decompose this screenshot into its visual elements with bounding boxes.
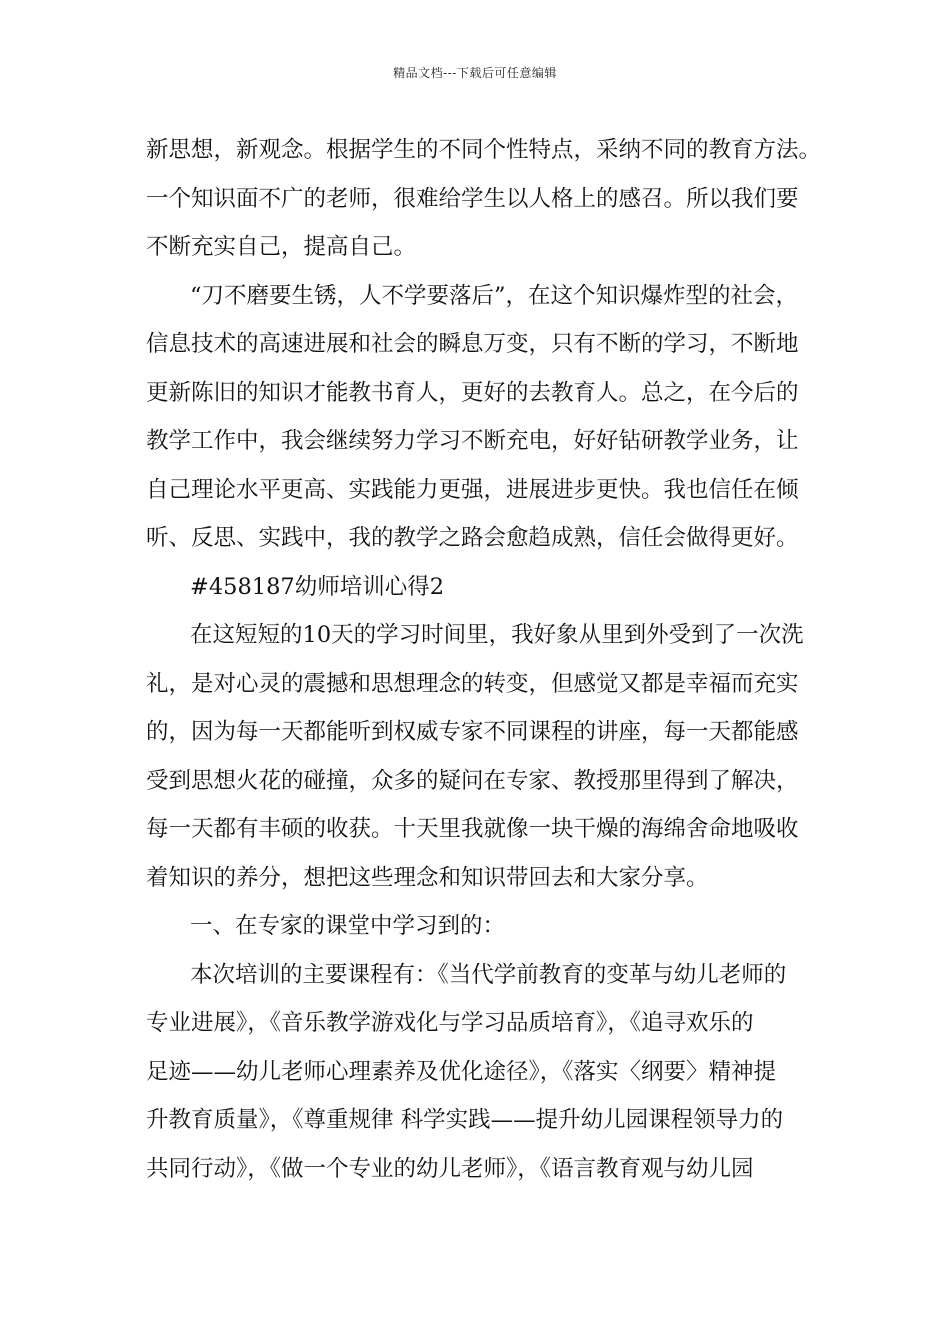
text-line: 每一天都有丰硕的收获。十天里我就像一块干燥的海绵舍命地吸收: [146, 816, 799, 842]
text-line: 教学工作中，我会继续努力学习不断充电，好好钻研教学业务，让: [146, 428, 799, 454]
text-line: 足迹——幼儿老师心理素养及优化途径》，《落实〈纲要〉精神提: [146, 1058, 777, 1085]
page-header: 精品文档---下载后可任意编辑: [393, 66, 557, 80]
text-line: 不断充实自己，提高自己。: [146, 234, 417, 260]
paragraph-start-line: “刀不磨要生锈，人不学要落后”，在这个知识爆炸型的社会，: [190, 282, 799, 309]
document-body: [146, 126, 836, 1193]
text-line: 信息技术的高速进展和社会的瞬息万变，只有不断的学习，不断地: [146, 331, 799, 357]
text-line: 新思想，新观念。根据学生的不同个性特点，采纳不同的教育方法。: [146, 137, 822, 163]
text-line: 着知识的养分，想把这些理念和知识带回去和大家分享。: [146, 864, 709, 891]
text-line: 礼，是对心灵的震撼和思想理念的转变，但感觉又都是幸福而充实: [146, 670, 799, 697]
paragraph-start-line: 在这短短的10天的学习时间里，我好象从里到外受到了一次洗: [190, 622, 804, 648]
text-line: 专业进展》，《音乐教学游戏化与学习品质培育》，《追寻欢乐的: [146, 1010, 754, 1036]
text-line: 更新陈旧的知识才能教书育人，更好的去教育人。总之，在今后的: [146, 379, 799, 406]
paragraph-start-line: 本次培训的主要课程有：《当代学前教育的变革与幼儿老师的: [190, 961, 787, 988]
subsection-heading: 一、在专家的课堂中学习到的：: [190, 913, 506, 939]
text-line: 自己理论水平更高、实践能力更强，进展进步更快。我也信任在倾: [146, 476, 799, 503]
section-heading: #458187幼师培训心得2: [190, 573, 445, 600]
text-line: 受到思想火花的碰撞，众多的疑问在专家、教授那里得到了解决，: [146, 767, 799, 794]
text-line: 升教育质量》，《尊重规律 科学实践——提升幼儿园课程领导力的: [146, 1107, 784, 1133]
text-line: 听、反思、实践中，我的教学之路会愈趋成熟，信任会做得更好。: [146, 525, 799, 551]
text-line: 共同行动》，《做一个专业的幼儿老师》，《语言教育观与幼儿园: [146, 1155, 754, 1182]
text-line: 一个知识面不广的老师，很难给学生以人格上的感召。所以我们要: [146, 185, 799, 212]
text-line: 的，因为每一天都能听到权威专家不同课程的讲座，每一天都能感: [146, 719, 799, 745]
